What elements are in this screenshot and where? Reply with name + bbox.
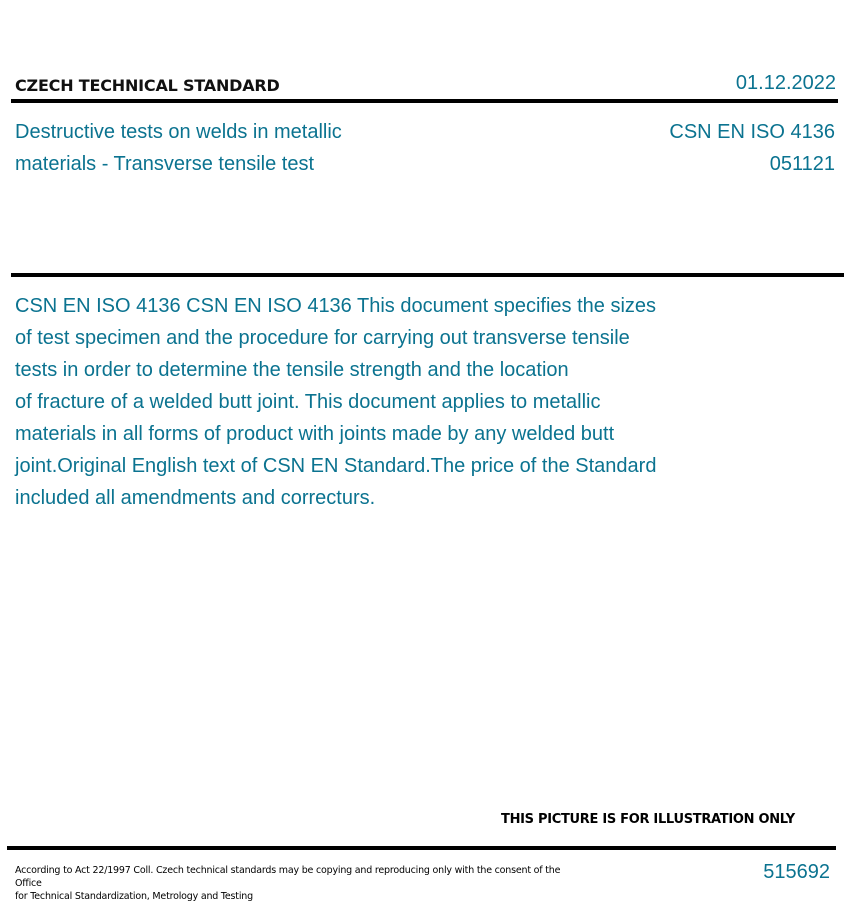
- standard-title: Destructive tests on welds in metallic materials - Transverse tensile test: [15, 121, 342, 175]
- publication-date: 01.12.2022: [735, 72, 836, 94]
- footer-divider: [7, 846, 836, 850]
- standard-description: CSN EN ISO 4136 CSN EN ISO 4136 This document specifies the sizes of test specimen and the procedure for carrying out transverse tensile tests in order to determine the tensile strength and the location of fracture of a welded butt joint. This document applies to metallic materials in all forms of product with joints made by any welded butt joint.Original English text of CSN EN Standard.The price of the Standard included all amendments and correcturs.: [15, 295, 657, 509]
- illustration-note: THIS PICTURE IS FOR ILLUSTRATION ONLY: [501, 812, 795, 827]
- legal-notice: According to Act 22/1997 Coll. Czech technical standards may be copying and reproducing only with the consent of the Office for Technical Standardization, Metrology and Testing: [15, 865, 561, 902]
- document-number: 515692: [763, 861, 830, 883]
- standard-code: CSN EN ISO 4136: [669, 121, 835, 143]
- document-type-label: CZECH TECHNICAL STANDARD: [15, 76, 280, 95]
- header-divider: [11, 99, 838, 103]
- body-divider: [11, 273, 844, 277]
- classification-number: 051121: [769, 153, 835, 175]
- standard-identifiers: [669, 116, 835, 180]
